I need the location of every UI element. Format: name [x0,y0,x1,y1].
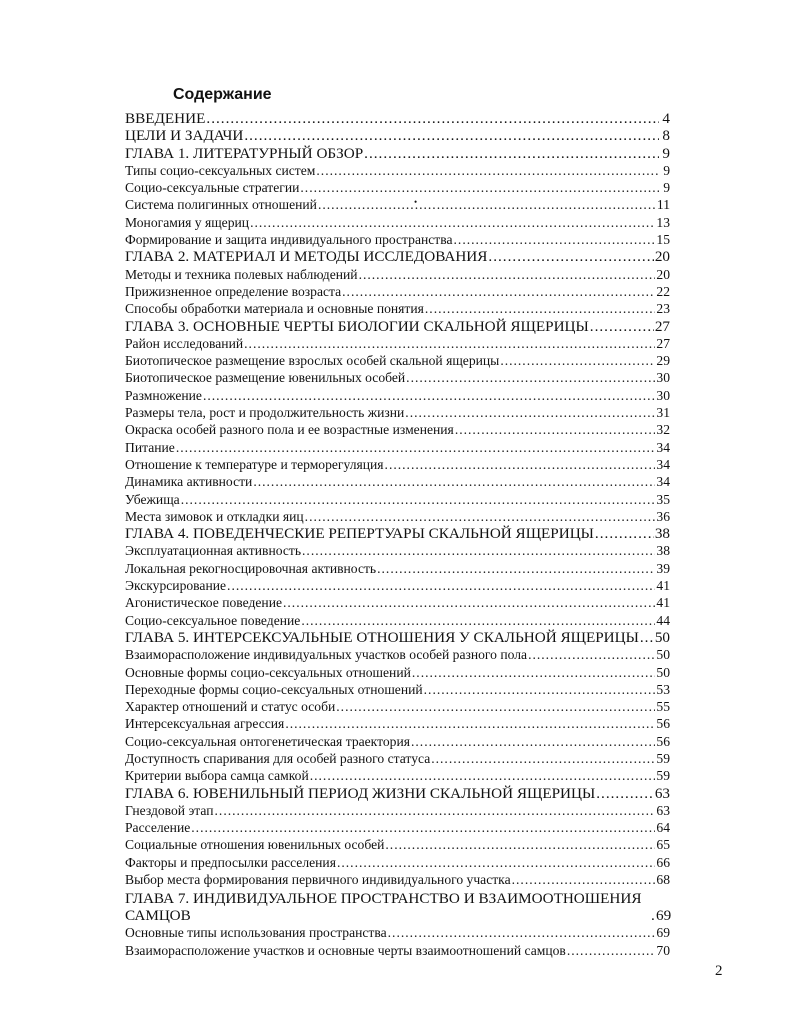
toc-leader-dots [359,266,656,283]
toc-entry-label: ГЛАВА 1. ЛИТЕРАТУРНЫЙ ОБЗОР [125,144,364,162]
toc-entry-label: Типы социо-сексуальных систем [125,162,316,178]
toc-leader-dots [412,664,656,681]
toc-leader-dots [285,715,655,732]
toc-leader-dots [244,335,655,352]
toc-leader-dots [385,836,655,853]
toc-section-entry [125,924,670,941]
table-of-contents [125,110,670,959]
toc-section-entry [125,854,670,871]
toc-entry-page: 59 [656,750,670,766]
toc-entry-label: Взаиморасположение участков и основные черты взаимоотношений самцов [125,942,566,958]
toc-entry-page: 34 [656,474,670,490]
toc-section-entry [125,439,670,456]
toc-entry-label: Биотопическое размещение взрослых особей скальной ящерицы [125,353,500,369]
toc-leader-dots [406,369,655,386]
toc-entry-label: Расселение [125,820,191,836]
toc-entry-label: Убежища [125,491,180,507]
toc-leader-dots [300,179,659,196]
toc-entry-label: Окраска особей разного пола и ее возрастные изменения [125,422,454,438]
toc-leader-dots [206,110,659,127]
toc-leader-dots [364,145,659,162]
toc-entry-label: Факторы и предпосылки расселения [125,854,336,870]
toc-leader-dots [595,525,654,542]
toc-entry-page: 30 [656,387,670,403]
toc-entry-label: ГЛАВА 2. МАТЕРИАЛ И МЕТОДЫ ИССЛЕДОВАНИЯ [125,248,488,266]
toc-entry-page: 36 [656,508,670,524]
toc-entry-page: 22 [656,283,670,299]
toc-entry-label: ГЛАВА 6. ЮВЕНИЛЬНЫЙ ПЕРИОД ЖИЗНИ СКАЛЬНОЙ ЯЩЕРИЦЫ [125,784,596,802]
toc-entry-page: 39 [656,560,670,576]
toc-section-entry [125,473,670,490]
toc-entry-label: Район исследований [125,335,244,351]
toc-entry-label: ЦЕЛИ И ЗАДАЧИ [125,127,244,145]
toc-leader-dots [424,681,656,698]
toc-entry-page: 8 [662,127,670,145]
toc-section-entry [125,352,670,369]
toc-section-entry [125,698,670,715]
toc-section-entry [125,767,670,784]
toc-section-entry [125,196,670,213]
toc-section-entry [125,214,670,231]
toc-entry-page: 30 [656,370,670,386]
toc-entry-label: ВВЕДЕНИЕ [125,110,206,127]
toc-entry-page: 50 [656,647,670,663]
toc-leader-dots [301,612,655,629]
toc-section-entry [125,646,670,663]
toc-entry-label: Гнездовой этап [125,802,214,818]
toc-entry-page: 13 [656,214,670,230]
toc-entry-page: 29 [656,353,670,369]
page-number: 2 [715,963,723,979]
toc-entry-page: 31 [656,405,670,421]
toc-entry-label: Биотопическое размещение ювенильных особей [125,370,406,386]
toc-entry-page: 41 [656,595,670,611]
toc-leader-dots [191,819,655,836]
toc-leader-dots [651,907,655,924]
toc-entry-page: 59 [656,768,670,784]
toc-leader-dots [385,456,656,473]
toc-entry-page: 32 [656,422,670,438]
toc-section-entry [125,681,670,698]
toc-entry-page: 50 [654,628,670,646]
toc-entry-label: Критерии выбора самца самкой [125,768,309,784]
toc-leader-dots [425,300,656,317]
toc-entry-label: ГЛАВА 5. ИНТЕРСЕКСУАЛЬНЫЕ ОТНОШЕНИЯ У СКАЛЬНОЙ ЯЩЕРИЦЫ [125,628,639,646]
toc-leader-dots [215,802,656,819]
toc-entry-label: Социо-сексуальная онтогенетическая траектория [125,733,410,749]
toc-entry-label: Интерсексуальная агрессия [125,716,285,732]
toc-section-entry [125,560,670,577]
toc-section-entry [125,508,670,525]
toc-entry-label: Формирование и защита индивидуального пространства [125,232,453,248]
toc-entry-page: 70 [656,942,670,958]
toc-entry-page: 20 [656,266,670,282]
toc-entry-page: 66 [656,854,670,870]
toc-entry-page: 44 [656,612,670,628]
toc-section-entry [125,750,670,767]
toc-entry-label: ГЛАВА 4. ПОВЕДЕНЧЕСКИЕ РЕПЕРТУАРЫ СКАЛЬНОЙ ЯЩЕРИЦЫ [125,525,594,543]
toc-entry-label: Доступность спаривания для особей разного статуса [125,750,431,766]
toc-entry-page: 38 [656,543,670,559]
toc-chapter-entry [125,127,670,144]
toc-entry-page: 56 [656,716,670,732]
toc-section-entry [125,335,670,352]
toc-section-entry [125,300,670,317]
toc-entry-label: Эксплуатационная активность [125,543,302,559]
toc-entry-page: 27 [654,317,670,335]
toc-section-entry [125,733,670,750]
toc-section-entry [125,836,670,853]
toc-leader-dots [336,698,655,715]
toc-leader-dots [342,283,655,300]
toc-leader-dots [411,733,655,750]
toc-entry-page: 9 [662,144,670,162]
toc-section-entry [125,819,670,836]
toc-entry-page: 15 [656,232,670,248]
toc-section-entry [125,871,670,888]
toc-leader-dots [431,750,655,767]
toc-leader-dots [377,560,655,577]
toc-entry-page: 27 [656,335,670,351]
toc-entry-page: 11 [656,197,670,213]
toc-entry-label: ГЛАВА 7. ИНДИВИДУАЛЬНОЕ ПРОСТРАНСТВО И ВЗАИМООТНОШЕНИЯ САМЦОВ [125,890,642,925]
toc-leader-dots [337,854,655,871]
toc-leader-dots [528,646,655,663]
toc-leader-dots [250,214,655,231]
toc-chapter-entry [125,110,670,127]
toc-leader-dots [253,473,655,490]
toc-entry-page: 41 [656,578,670,594]
toc-section-entry [125,542,670,559]
toc-chapter-entry [125,318,670,335]
toc-entry-page: 63 [656,802,670,818]
toc-entry-label: Экскурсирование [125,578,227,594]
toc-entry-label: ГЛАВА 3. ОСНОВНЫЕ ЧЕРТЫ БИОЛОГИИ СКАЛЬНОЙ ЯЩЕРИЦЫ [125,317,589,335]
toc-entry-label: Места зимовок и откладки яиц [125,508,304,524]
toc-section-entry [125,942,670,959]
toc-entry-page: 53 [656,681,670,697]
toc-section-entry [125,404,670,421]
toc-entry-page: 63 [654,784,670,802]
toc-leader-dots [244,127,659,144]
toc-section-entry [125,179,670,196]
toc-entry-page: 4 [662,110,670,127]
toc-section-entry [125,612,670,629]
toc-entry-label: Социо-сексуальные стратегии [125,180,300,196]
toc-section-entry [125,231,670,248]
toc-leader-dots [318,196,656,213]
toc-entry-page: 50 [656,664,670,680]
toc-entry-label: Локальная рекогносцировочная активность [125,560,377,576]
toc-section-entry [125,491,670,508]
toc-entry-page: 20 [654,248,670,266]
toc-leader-dots [454,231,656,248]
toc-entry-label: Методы и техника полевых наблюдений [125,266,358,282]
toc-section-entry [125,802,670,819]
toc-entry-label: Агонистическое поведение [125,595,282,611]
toc-entry-page: 65 [656,837,670,853]
toc-section-entry [125,162,670,179]
toc-entry-page: 56 [656,733,670,749]
toc-leader-dots [181,491,656,508]
toc-leader-dots [596,785,654,802]
toc-entry-label: Выбор места формирования первичного индивидуального участка [125,872,511,888]
toc-section-entry [125,369,670,386]
toc-entry-page: 9 [663,180,670,196]
toc-chapter-entry [125,888,670,924]
toc-leader-dots [405,404,655,421]
toc-entry-page: 23 [656,301,670,317]
toc-entry-label: Моногамия у ящериц [125,214,250,230]
toc-section-entry [125,715,670,732]
toc-section-entry [125,456,670,473]
toc-leader-dots [512,871,656,888]
toc-entry-page: 69 [656,925,670,941]
toc-entry-label: Переходные формы социо-сексуальных отношений [125,681,423,697]
toc-leader-dots [203,387,655,404]
toc-entry-page: 69 [656,907,672,925]
toc-chapter-entry [125,525,670,542]
toc-entry-label: Характер отношений и статус особи [125,699,336,715]
toc-entry-label: Социальные отношения ювенильных особей [125,837,385,853]
toc-leader-dots [455,421,656,438]
toc-entry-label: Основные формы социо-сексуальных отношений [125,664,411,680]
toc-entry-label: Динамика активности [125,474,253,490]
toc-leader-dots [388,924,656,941]
toc-entry-page: 38 [654,525,670,543]
toc-section-entry [125,577,670,594]
toc-entry-label: Отношение к температуре и терморегуляция [125,456,384,472]
toc-leader-dots [500,352,655,369]
toc-leader-dots [488,248,653,265]
toc-entry-page: 64 [656,820,670,836]
toc-leader-dots [176,439,656,456]
toc-entry-label: Взаиморасположение индивидуальных участков особей разного пола [125,647,528,663]
toc-entry-label: Система полигинных отношений [125,197,317,213]
toc-entry-label: Размеры тела, рост и продолжительность жизни [125,405,405,421]
toc-chapter-entry [125,629,670,646]
toc-entry-page: 34 [656,456,670,472]
scan-speck-mark: • [414,197,418,207]
toc-leader-dots [316,162,659,179]
toc-chapter-entry [125,785,670,802]
toc-entry-page: 9 [663,162,670,178]
toc-entry-label: Социо-сексуальное поведение [125,612,301,628]
toc-chapter-entry [125,145,670,162]
toc-entry-page: 35 [656,491,670,507]
toc-entry-label: Питание [125,439,175,455]
toc-leader-dots [640,629,654,646]
toc-title: Содержание [173,86,272,103]
toc-entry-page: 34 [656,439,670,455]
toc-section-entry [125,266,670,283]
toc-entry-label: Способы обработки материала и основные понятия [125,301,424,317]
toc-section-entry [125,594,670,611]
toc-entry-label: Основные типы использования пространства [125,925,387,941]
toc-entry-label: Прижизненное определение возраста [125,283,342,299]
toc-section-entry [125,283,670,300]
toc-section-entry [125,387,670,404]
toc-leader-dots [302,542,655,559]
toc-entry-label: Размножение [125,387,202,403]
toc-section-entry [125,664,670,681]
toc-leader-dots [283,594,655,611]
toc-entry-page: 55 [656,699,670,715]
toc-entry-page: 68 [656,872,670,888]
toc-section-entry [125,421,670,438]
toc-leader-dots [567,942,656,959]
toc-leader-dots [590,318,654,335]
toc-leader-dots [227,577,655,594]
toc-leader-dots [305,508,656,525]
toc-leader-dots [310,767,656,784]
toc-chapter-entry [125,248,670,265]
